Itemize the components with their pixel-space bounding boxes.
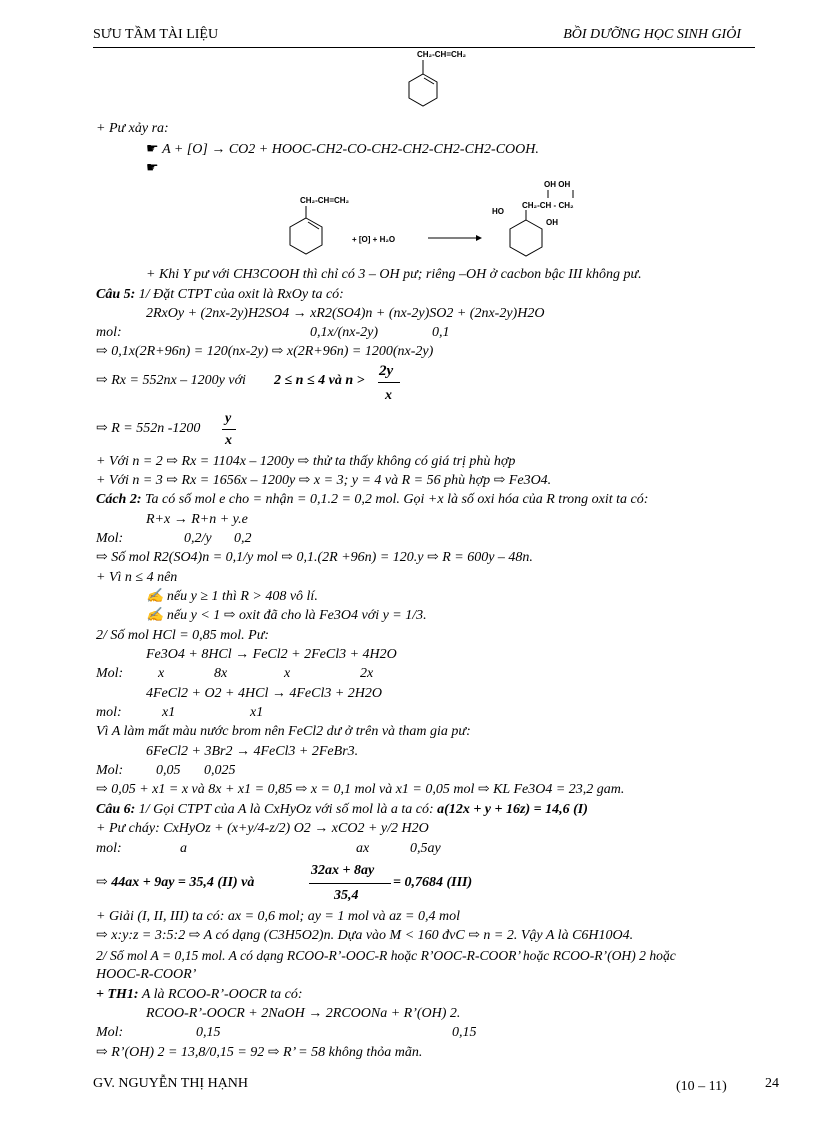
line-r-eq: ⇨ R = 552n -1200 bbox=[96, 421, 201, 436]
mol-value-4: 0,2 bbox=[234, 531, 252, 546]
cau5-intro: 1/ Đặt CTPT của oxit là RxOy ta có: bbox=[135, 287, 344, 302]
mol-value-13: a bbox=[180, 841, 187, 856]
product-chain-label: CH₂-CH - CH₂ bbox=[522, 201, 574, 210]
line-vi-n: + Vì n ≤ 4 nên bbox=[96, 570, 178, 585]
footer-year: (10 – 11) bbox=[676, 1079, 727, 1094]
line-hcl: 2/ Số mol HCl = 0,85 mol. Pư: bbox=[96, 628, 270, 643]
line-brom: Vì A làm mất màu nước brom nên FeCl2 dư ở trên và tham gia pư: bbox=[96, 724, 471, 739]
reactant-substituent-label: CH₂-CH=CH₂ bbox=[300, 196, 350, 205]
mol-value-6: 8x bbox=[214, 666, 228, 681]
mol-label-3: Mol: bbox=[96, 666, 124, 681]
mol-value-9: x1 bbox=[162, 705, 176, 720]
line-derivation-1: ⇨ 0,1x(2R+96n) = 120(nx-2y) ⇨ x(2R+96n) = 1200(nx-2y) bbox=[96, 344, 434, 359]
mol-label-5: Mol: bbox=[96, 763, 124, 778]
page-number: 24 bbox=[765, 1076, 779, 1091]
line-xyz: ⇨ x:y:z = 3:5:2 ⇨ A có dạng (C3H5O2)n. Dựa vào M < 160 đvC ⇨ n = 2. Vậy A là C6H10O4. bbox=[96, 928, 634, 943]
page-header bbox=[93, 27, 755, 48]
line-hooc: HOOC-R-COOR’ bbox=[96, 967, 197, 982]
reagents-label: + [O] + H₂O bbox=[352, 235, 396, 244]
mol-label: mol: bbox=[96, 325, 122, 340]
mol-label-2: Mol: bbox=[96, 531, 124, 546]
mol-label-4: mol: bbox=[96, 705, 122, 720]
product-ho-label: HO bbox=[492, 207, 504, 216]
header-right: BỒI DƯỠNG HỌC SINH GIỎI bbox=[563, 27, 741, 42]
reaction-scheme bbox=[280, 176, 600, 266]
fraction-iii-num: 32ax + 8ay bbox=[311, 863, 375, 878]
line-pu-xay-ra: + Pư xảy ra: bbox=[96, 121, 169, 136]
th1-intro: A là RCOO-R’-OOCR ta có: bbox=[138, 987, 303, 1002]
line-mol-1 bbox=[96, 324, 122, 342]
line-cau6 bbox=[96, 801, 588, 819]
structure-substituent-label: CH₂-CH=CH₂ bbox=[417, 50, 467, 59]
line-neu-y1: ✍ nếu y ≥ 1 thì R > 408 vô lí. bbox=[146, 589, 318, 604]
line-rx: ⇨ Rx = 552nx – 1200y với bbox=[96, 373, 246, 388]
pointing-hand-icon: ☛ bbox=[146, 161, 159, 176]
cach2-label: Cách 2: bbox=[96, 492, 142, 507]
cau5-label: Câu 5: bbox=[96, 287, 136, 302]
line-so-mol-a: 2/ Số mol A = 0,15 mol. A có dạng RCOO-R’-OOC-R hoặc R’OOC-R-COOR’ hoặc RCOO-R’(OH) 2 hoặc bbox=[96, 948, 676, 963]
fraction-2y-num: 2y bbox=[379, 363, 394, 379]
mol-value-8: 2x bbox=[360, 666, 374, 681]
mol-value-14: ax bbox=[356, 841, 370, 856]
mol-label-7: Mol: bbox=[96, 1025, 124, 1040]
line-cach2 bbox=[96, 491, 648, 509]
cau6-eq-i: a(12x + y + 16z) = 14,6 (I) bbox=[433, 802, 588, 817]
line-eq-ii: ⇨ 44ax + 9ay = 35,4 (II) và bbox=[96, 875, 255, 890]
line-cau5 bbox=[96, 286, 344, 304]
line-eq-iii: = 0,7684 (III) bbox=[393, 875, 473, 890]
mol-value-17: 0,15 bbox=[452, 1025, 477, 1040]
line-eq-fecl2: 4FeCl2 + O2 + 4HCl → 4FeCl3 + 2H2O bbox=[146, 686, 382, 701]
fraction-2y-den: x bbox=[385, 388, 392, 403]
mol-value-3: 0,2/y bbox=[184, 531, 212, 546]
mol-label-6: mol: bbox=[96, 841, 122, 856]
line-eq-fe3o4: Fe3O4 + 8HCl → FeCl2 + 2FeCl3 + 4H2O bbox=[146, 647, 397, 662]
product-oh-top: OH OH bbox=[544, 180, 571, 189]
line-inequality: 2 ≤ n ≤ 4 và n > bbox=[274, 373, 365, 388]
mol-value-2: 0,1 bbox=[432, 325, 450, 340]
line-n2: + Với n = 2 ⇨ Rx = 1104x – 1200y ⇨ thử ta thấy không có giá trị phù hợp bbox=[96, 454, 516, 469]
fraction-bar-2 bbox=[222, 429, 236, 430]
line-neu-y2: ✍ nếu y < 1 ⇨ oxit đã cho là Fe3O4 với y = 1/3. bbox=[146, 608, 427, 623]
line-redox: R+x → R+n + y.e bbox=[146, 512, 248, 527]
line-eq-naoh: RCOO-R’-OOCR + 2NaOH → 2RCOONa + R’(OH) 2. bbox=[146, 1006, 461, 1021]
line-giai: + Giải (I, II, III) ta có: ax = 0,6 mol; ay = 1 mol và az = 0,4 mol bbox=[96, 909, 460, 924]
line-so-mol: ⇨ Số mol R2(SO4)n = 0,1/y mol ⇨ 0,1.(2R +96n) = 120.y ⇨ R = 600y – 48n. bbox=[96, 550, 533, 565]
footer-author: GV. NGUYỄN THỊ HẠNH bbox=[93, 1076, 249, 1091]
line-ch3cooh: + Khi Y pư với CH3COOH thì chỉ có 3 – OH pư; riêng –OH ở cacbon bậc III không pư. bbox=[146, 267, 642, 282]
line-r-oh: ⇨ R’(OH) 2 = 13,8/0,15 = 92 ⇨ R’ = 58 không thỏa mãn. bbox=[96, 1045, 423, 1060]
header-left: SƯU TẦM TÀI LIỆU bbox=[93, 27, 219, 42]
line-oxidation: ☛ A + [O] → CO2 + HOOC-CH2-CO-CH2-CH2-CH2-CH2-COOH. bbox=[146, 142, 539, 157]
structure-allylcyclohexene bbox=[395, 46, 485, 118]
fraction-y-num: y bbox=[225, 411, 232, 426]
mol-value-16: 0,15 bbox=[196, 1025, 221, 1040]
oxidation-equation: A + [O] → CO2 + HOOC-CH2-CO-CH2-CH2-CH2-CH2-COOH. bbox=[162, 142, 539, 157]
cau6-label: Câu 6: bbox=[96, 802, 136, 817]
mol-value-12: 0,025 bbox=[204, 763, 236, 778]
cau6-intro: 1/ Gọi CTPT của A là CxHyOz với số mol là a ta có: bbox=[135, 802, 434, 817]
line-n3: + Với n = 3 ⇨ Rx = 1656x – 1200y ⇨ x = 3; y = 4 và R = 56 phù hợp ⇨ Fe3O4. bbox=[96, 473, 552, 488]
line-pu-chay: + Pư cháy: CxHyOz + (x+y/4-z/2) O2 → xCO2 + y/2 H2O bbox=[96, 821, 429, 836]
fraction-bar-1 bbox=[378, 382, 400, 383]
mol-value-10: x1 bbox=[250, 705, 264, 720]
product-oh-ring: OH bbox=[546, 218, 558, 227]
cach2-intro: Ta có số mol e cho = nhận = 0,1.2 = 0,2 mol. Gọi +x là số oxi hóa của R trong oxit ta có: bbox=[141, 492, 649, 507]
mol-value-1: 0,1x/(nx-2y) bbox=[310, 325, 379, 340]
fraction-iii-den: 35,4 bbox=[334, 888, 359, 903]
line-th1 bbox=[96, 986, 303, 1004]
line-eq-h2so4: 2RxOy + (2nx-2y)H2SO4 → xR2(SO4)n + (nx-2y)SO2 + (2nx-2y)H2O bbox=[146, 306, 545, 321]
line-eq-br2: 6FeCl2 + 3Br2 → 4FeCl3 + 2FeBr3. bbox=[146, 744, 359, 759]
fraction-y-den: x bbox=[225, 433, 232, 448]
mol-value-5: x bbox=[158, 666, 165, 681]
mol-value-11: 0,05 bbox=[156, 763, 181, 778]
mol-value-15: 0,5ay bbox=[410, 841, 441, 856]
mol-value-7: x bbox=[284, 666, 291, 681]
fraction-bar-3 bbox=[309, 883, 391, 884]
line-result-fe3o4: ⇨ 0,05 + x1 = x và 8x + x1 = 0,85 ⇨ x = 0,1 mol và x1 = 0,05 mol ⇨ KL Fe3O4 = 23,2 gam. bbox=[96, 782, 625, 797]
th1-label: + TH1: bbox=[96, 987, 139, 1002]
